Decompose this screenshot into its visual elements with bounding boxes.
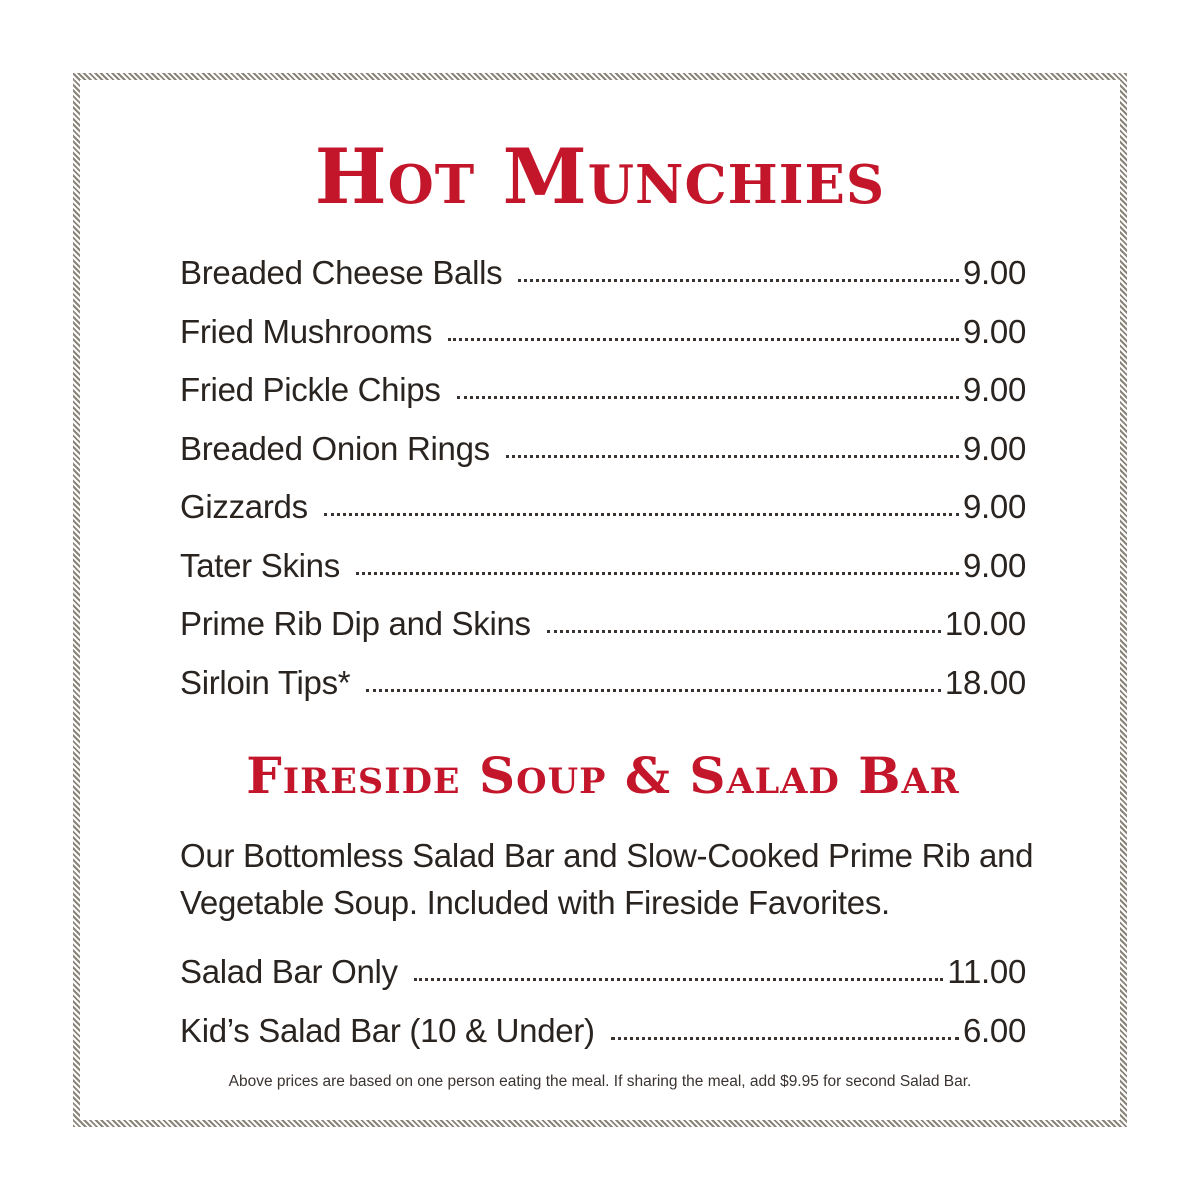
sharing-footnote: Above prices are based on one person eating the meal. If sharing the meal, add $9.95 for second Salad Bar.: [228, 1073, 972, 1090]
menu-item: [180, 943, 1026, 1002]
menu-item: [180, 1002, 1026, 1061]
menu-border-frame: [73, 73, 1127, 1127]
item-name: Breaded Onion Rings: [180, 429, 490, 467]
dot-leader: [611, 1037, 959, 1040]
soup-salad-list: [180, 943, 1026, 1060]
dot-leader: [506, 455, 959, 458]
soup-salad-description: Our Bottomless Salad Bar and Slow-Cooked Prime Rib and Vegetable Soup. Included with Fireside Favorites.: [180, 837, 1034, 921]
item-name: Fried Pickle Chips: [180, 371, 441, 408]
item-name: Salad Bar Only: [180, 953, 398, 990]
item-price: 9.00: [962, 429, 1026, 467]
dot-leader: [414, 978, 944, 981]
menu-panel: [80, 80, 1120, 1120]
item-price: 9.00: [962, 371, 1026, 408]
item-price: 10.00: [944, 605, 1026, 642]
item-price: 6.00: [962, 1011, 1026, 1049]
item-price: 11.00: [947, 953, 1026, 990]
item-price: 9.00: [962, 488, 1026, 525]
item-price: 9.00: [962, 546, 1026, 584]
item-name: Prime Rib Dip and Skins: [180, 605, 531, 642]
menu-item: [180, 537, 1026, 596]
dot-leader: [518, 279, 959, 282]
dot-leader: [356, 572, 959, 575]
hot-munchies-heading: Hot Munchies: [314, 132, 886, 221]
item-name: Gizzards: [180, 488, 308, 525]
dot-leader: [448, 338, 959, 341]
soup-salad-heading: Fireside Soup & Salad Bar: [246, 746, 960, 805]
menu-item: [180, 244, 1026, 303]
dot-leader: [457, 396, 959, 399]
hot-munchies-list: [180, 244, 1026, 712]
menu-item: [180, 478, 1026, 537]
item-name: Fried Mushrooms: [180, 312, 433, 350]
item-name: Tater Skins: [180, 546, 340, 584]
menu-item: [180, 595, 1026, 654]
menu-item: [180, 420, 1026, 479]
item-name: Sirloin Tips*: [180, 663, 351, 701]
item-name: Kid’s Salad Bar (10 & Under): [180, 1011, 595, 1049]
menu-item: [180, 654, 1026, 713]
dot-leader: [547, 630, 941, 633]
menu-item: [180, 303, 1026, 362]
item-price: 18.00: [944, 663, 1026, 701]
menu-item: [180, 361, 1026, 420]
item-price: 9.00: [962, 312, 1026, 350]
dot-leader: [366, 689, 941, 692]
item-name: Breaded Cheese Balls: [180, 254, 503, 291]
dot-leader: [324, 513, 959, 516]
item-price: 9.00: [962, 254, 1026, 291]
